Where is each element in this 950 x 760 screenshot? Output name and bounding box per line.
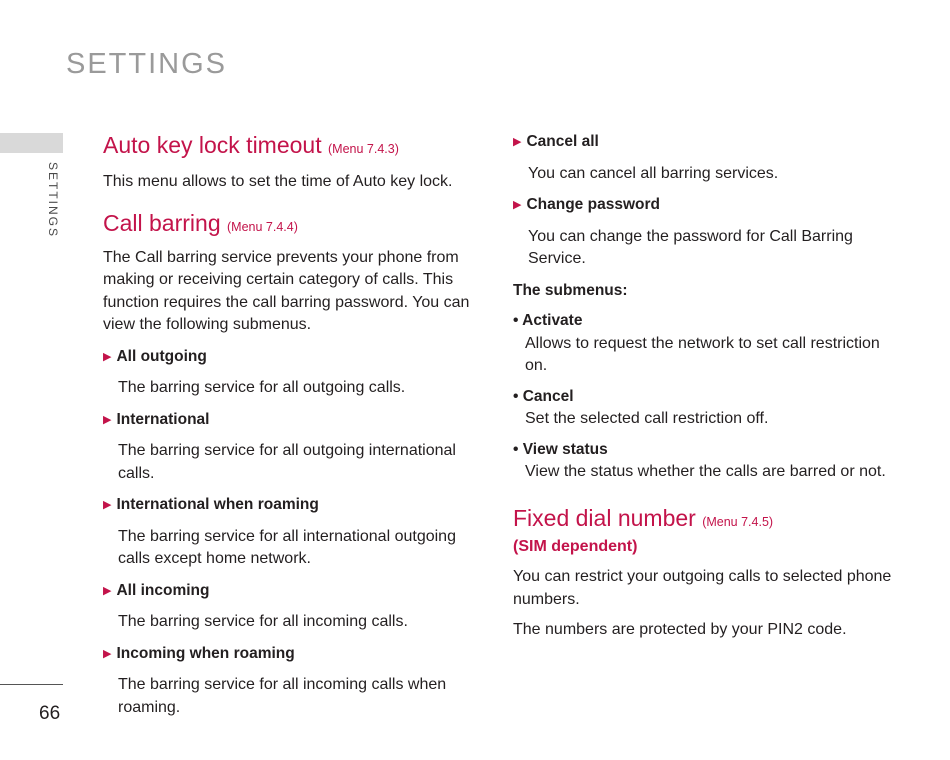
triangle-bullet-icon: ▶ [103, 584, 112, 597]
paragraph: You can restrict your outgoing calls to selected phone numbers. [513, 568, 892, 608]
triangle-bullet-icon: ▶ [513, 199, 522, 211]
heading-text: Call barring [103, 209, 221, 236]
submenus-heading: The submenus: [513, 281, 628, 299]
submenu-description: Set the selected call restriction off. [525, 410, 769, 427]
item-label: Change password [526, 196, 660, 213]
sidebar-section-label: SETTINGS [46, 162, 60, 239]
submenu-label: • Cancel [513, 387, 574, 405]
list-item-heading [103, 494, 473, 517]
triangle-bullet-icon: ▶ [103, 647, 112, 660]
item-description: The barring service for all incoming calls. [118, 613, 408, 630]
list-item-heading [103, 580, 473, 603]
submenu-item [513, 310, 893, 378]
menu-reference: (Menu 7.4.3) [328, 142, 399, 156]
menu-reference: (Menu 7.4.4) [227, 219, 298, 234]
item-description: You can cancel all barring services. [528, 164, 779, 182]
submenu-description: Allows to request the network to set call restriction on. [525, 334, 880, 374]
section-heading-call-barring [103, 209, 473, 241]
submenu-label: • Activate [513, 312, 583, 329]
item-label: Cancel all [526, 133, 599, 150]
sidebar-tab-marker [0, 133, 63, 153]
list-item-heading [513, 194, 893, 217]
footer-divider [0, 684, 63, 685]
triangle-bullet-icon: ▶ [103, 350, 112, 363]
list-item-heading [513, 131, 893, 154]
triangle-bullet-icon: ▶ [103, 499, 112, 511]
section-heading-fixed-dial [513, 504, 893, 536]
item-label: Incoming when roaming [116, 644, 295, 662]
item-label: International [116, 410, 210, 428]
item-description: You can change the password for Call Barring Service. [528, 227, 853, 267]
submenu-label: • View status [513, 440, 608, 458]
triangle-bullet-icon: ▶ [103, 413, 112, 426]
item-description: The barring service for all incoming calls when roaming. [118, 676, 447, 716]
submenu-description: View the status whether the calls are barred or not. [525, 463, 886, 480]
submenu-item [513, 386, 893, 431]
item-label: International when roaming [116, 496, 319, 513]
right-column [513, 131, 893, 642]
item-description: The barring service for all outgoing international calls. [118, 442, 456, 482]
submenu-item [513, 439, 893, 484]
section-subtitle: (SIM dependent) [513, 537, 638, 555]
section-heading-auto-key-lock [103, 131, 473, 163]
page-number: 66 [39, 703, 61, 724]
paragraph: This menu allows to set the time of Auto key lock. [103, 173, 453, 190]
list-item-heading [103, 643, 473, 666]
item-label: All outgoing [116, 347, 207, 365]
paragraph: The Call barring service prevents your phone from making or receiving certain category of calls. This function requires the call barring password. You can view the following submenus. [103, 248, 470, 333]
page-title: SETTINGS [66, 48, 228, 80]
heading-text: Auto key lock timeout [103, 132, 322, 158]
list-item-heading [103, 409, 473, 432]
heading-text: Fixed dial number [513, 504, 696, 531]
triangle-bullet-icon: ▶ [513, 136, 522, 148]
item-label: All incoming [116, 581, 210, 599]
item-description: The barring service for all international outgoing calls except home network. [118, 527, 456, 567]
left-column [103, 131, 473, 719]
list-item-heading [103, 346, 473, 369]
paragraph: The numbers are protected by your PIN2 code. [513, 621, 847, 638]
item-description: The barring service for all outgoing calls. [118, 379, 406, 396]
menu-reference: (Menu 7.4.5) [702, 514, 774, 529]
